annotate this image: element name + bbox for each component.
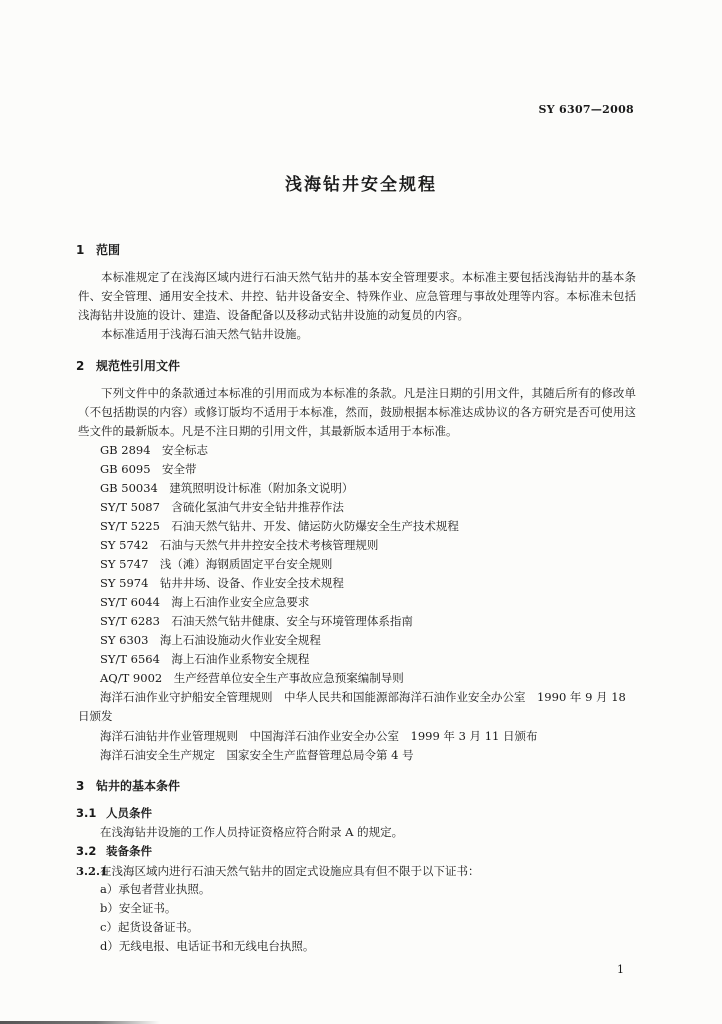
reference-item: SY 5974 钻井井场、设备、作业安全技术规程 xyxy=(100,576,344,590)
reference-item: SY/T 6044 海上石油作业安全应急要求 xyxy=(100,595,310,609)
section-2-paragraph: 下列文件中的条款通过本标准的引用而成为本标准的条款。凡是注日期的引用文件，其随后所有的修改单（不包括勘误的内容）或修订版均不适用于本标准，然而，鼓励根据本标准达成协议的各方研究是否可使用这些文件的最新版本。凡是不注日期的引用文件，其最新版本适用于本标准。 xyxy=(78,386,636,438)
section-number: 3 xyxy=(76,779,85,793)
section-title: 范围 xyxy=(96,243,121,257)
subsection-title: 人员条件 xyxy=(106,806,152,820)
reference-item: SY/T 6564 海上石油作业系物安全规程 xyxy=(100,652,310,666)
subsection-3-2-heading xyxy=(76,843,152,859)
subsection-3-1-heading xyxy=(76,805,152,821)
reference-item: SY 5747 浅（滩）海钢质固定平台安全规则 xyxy=(100,557,333,571)
list-item: a）承包者营业执照。 xyxy=(100,882,211,896)
section-1-paragraph-2: 本标准适用于浅海石油天然气钻井设施。 xyxy=(101,327,308,341)
section-1-heading xyxy=(76,241,120,258)
subsection-title: 装备条件 xyxy=(106,844,152,858)
clause-number: 3.2.1 xyxy=(76,864,109,878)
reference-item: SY/T 5087 含硫化氢油气井安全钻井推荐作法 xyxy=(100,500,344,514)
list-item: c）起货设备证书。 xyxy=(100,920,199,934)
page-number: 1 xyxy=(617,963,624,976)
reference-item: GB 50034 建筑照明设计标准（附加条文说明） xyxy=(100,481,354,495)
document-title: 浅海钻井安全规程 xyxy=(285,175,437,195)
reference-item-long: 海洋石油钻井作业管理规则 中国海洋石油作业安全办公室 1999 年 3 月 11 日颁布 xyxy=(100,729,538,743)
reference-item: GB 2894 安全标志 xyxy=(100,443,209,457)
reference-item: SY/T 6283 石油天然气钻井健康、安全与环境管理体系指南 xyxy=(100,614,413,628)
reference-item: GB 6095 安全带 xyxy=(100,462,197,476)
reference-item: SY/T 5225 石油天然气钻井、开发、储运防火防爆安全生产技术规程 xyxy=(100,519,459,533)
subsection-number: 3.1 xyxy=(76,806,97,820)
section-title: 钻井的基本条件 xyxy=(96,779,181,793)
reference-item: SY 6303 海上石油设施动火作业安全规程 xyxy=(100,633,321,647)
section-title: 规范性引用文件 xyxy=(96,359,181,373)
clause-3-2-1 xyxy=(76,862,480,881)
reference-item-long: 海洋石油安全生产规定 国家安全生产监督管理总局令第 4 号 xyxy=(100,748,414,762)
section-number: 2 xyxy=(76,359,85,373)
standard-code: SY 6307—2008 xyxy=(538,103,634,116)
subsection-3-1-text: 在浅海钻井设施的工作人员持证资格应符合附录 A 的规定。 xyxy=(100,825,404,839)
clause-text: 在浅海区域内进行石油天然气钻井的固定式设施应具有但不限于以下证书： xyxy=(100,864,480,878)
section-2-heading xyxy=(76,357,180,374)
section-1-paragraph-1: 本标准规定了在浅海区域内进行石油天然气钻井的基本安全管理要求。本标准主要包括浅海钻井的基本条件、安全管理、通用安全技术、井控、钻井设备安全、特殊作业、应急管理与事故处理等内容。本标准未包括浅海钻井设施的设计、建造、设备配备以及移动式钻井设施的动复员的内容。 xyxy=(78,270,636,322)
section-3-heading xyxy=(76,777,180,794)
reference-item: SY 5742 石油与天然气井井控安全技术考核管理规则 xyxy=(100,538,379,552)
section-number: 1 xyxy=(76,243,85,257)
reference-item-long: 海洋石油作业守护船安全管理规则 中华人民共和国能源部海洋石油作业安全办公室 1990 年 9 月 18 日颁发 xyxy=(78,690,626,723)
reference-item: AQ/T 9002 生产经营单位安全生产事故应急预案编制导则 xyxy=(100,671,404,685)
list-item: d）无线电报、电话证书和无线电台执照。 xyxy=(100,939,315,953)
list-item: b）安全证书。 xyxy=(100,901,177,915)
subsection-number: 3.2 xyxy=(76,844,97,858)
